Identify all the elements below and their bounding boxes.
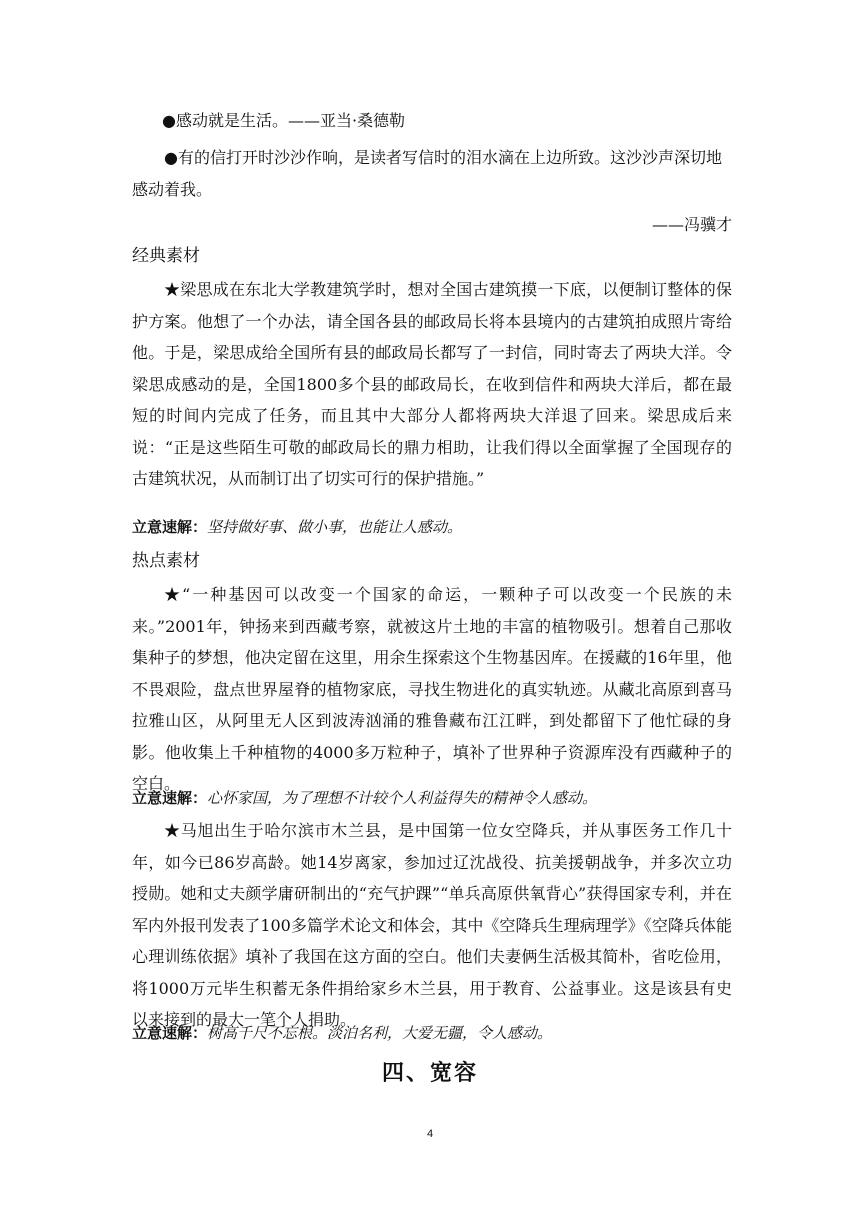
- paragraph-ma-xu: ★马旭出生于哈尔滨市木兰县，是中国第一位女空降兵，并从事医务工作几十年，如今已86岁高龄。她14岁离家，参加过辽沈战役、抗美援朝战争，并多次立功授勋。她和丈夫颜学庸研制出的“充气护踝”“单兵高原供氧背心”获得国家专利，并在军内外报刊发表了100多篇学术论文和体会，其中《空降兵生理病理学》《空降兵体能心理训练依据》填补了我国在这方面的空白。他们夫妻俩生活极其简朴，省吃俭用，将1000万元毕生积蓄无条件捐给家乡木兰县，用于教育、公益事业。这是该县有史以来接到的最大一笔个人捐助。: [132, 821, 732, 1029]
- summary-label: 立意速解：: [132, 789, 208, 807]
- quote-attribution: ——冯骥才: [651, 215, 732, 234]
- heading-hot-material: 热点素材: [132, 551, 200, 571]
- summary-hot-1: [132, 783, 732, 815]
- summary-text: 心怀家国，为了理想不计较个人利益得失的精神令人感动。: [207, 789, 598, 807]
- quote-sandler: ●感动就是生活。——亚当·桑德勒: [162, 111, 406, 130]
- quote-feng-jicai: ●有的信打开时沙沙作响，是读者写信时的泪水滴在上边所致。这沙沙声深切地感动着我。: [132, 148, 722, 199]
- section-title: 四、宽容: [381, 1061, 478, 1086]
- summary-label: 立意速解：: [132, 1024, 208, 1042]
- paragraph-zhong-yang: ★“一种基因可以改变一个国家的命运，一颗种子可以改变一个民族的未来。”2001年，钟扬来到西藏考察，就被这片土地的丰富的植物吸引。想着自己那收集种子的梦想，他决定留在这里，用余生探索这个生物基因库。在援藏的16年里，他不畏艰险，盘点世界屋脊的植物家底，寻找生物进化的真实轨迹。从藏北高原到喜马拉雅山区，从阿里无人区到波涛汹涌的雅鲁藏布江江畔，到处都留下了他忙碌的身影。他收集上千种植物的4000多万粒种子，填补了世界种子资源库没有西藏种子的空白。: [132, 585, 732, 793]
- page-number: 4: [426, 1128, 434, 1140]
- summary-text: 树高千尺不忘根。淡泊名利，大爱无疆，令人感动。: [207, 1024, 553, 1042]
- heading-classic-material: 经典素材: [132, 246, 200, 266]
- paragraph-liang-sicheng: ★梁思成在东北大学教建筑学时，想对全国古建筑摸一下底，以便制订整体的保护方案。他想了一个办法，请全国各县的邮政局长将本县境内的古建筑拍成照片寄给他。于是，梁思成给全国所有县的邮政局长都写了一封信，同时寄去了两块大洋。令梁思成感动的是，全国1800多个县的邮政局长，在收到信件和两块大洋后，都在最短的时间内完成了任务，而且其中大部分人都将两块大洋退了回来。梁思成后来说：“正是这些陌生可敬的邮政局长的鼎力相助，让我们得以全面掌握了全国现存的古建筑状况，从而制订出了切实可行的保护措施。”: [132, 280, 732, 488]
- summary-text: 坚持做好事、做小事，也能让人感动。: [207, 518, 463, 536]
- summary-hot-2: [132, 1018, 732, 1050]
- summary-classic: [132, 512, 732, 544]
- summary-label: 立意速解：: [132, 518, 208, 536]
